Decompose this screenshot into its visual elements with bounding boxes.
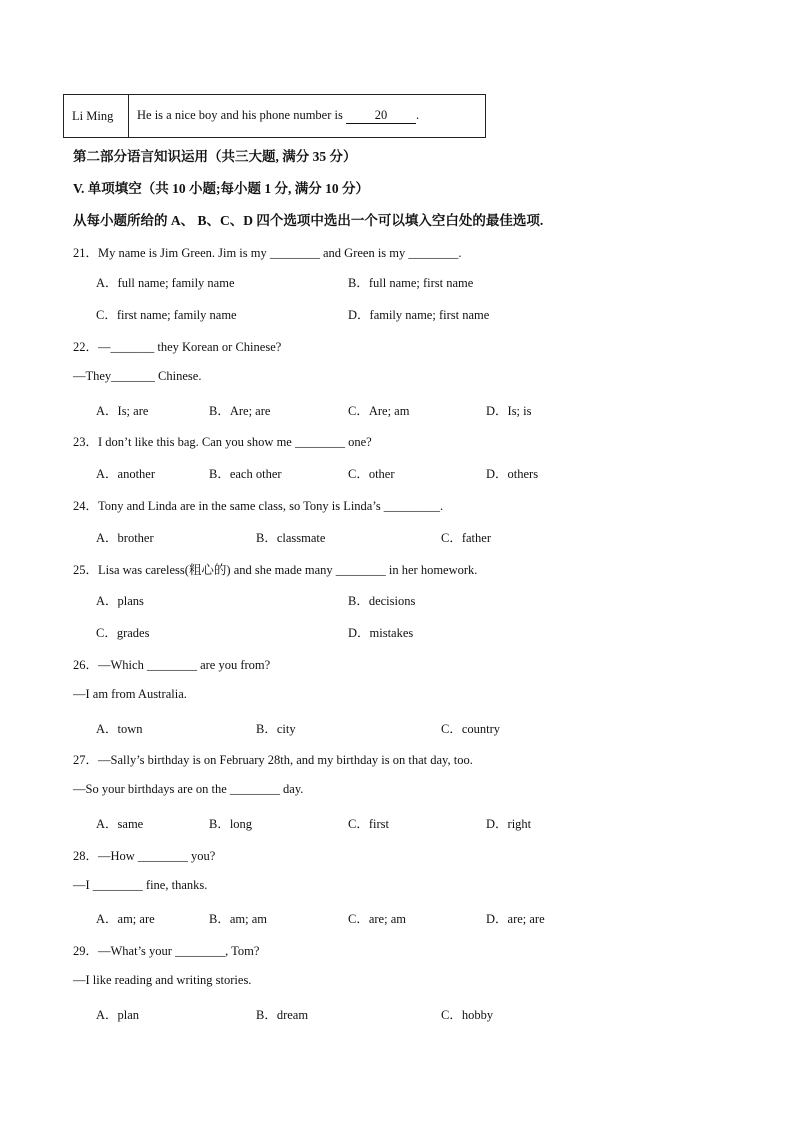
q27-option-a: A．same	[96, 817, 144, 831]
q25-option-b: B．decisions	[348, 594, 416, 608]
q23-option-b: B．each other	[209, 467, 282, 481]
q29-option-c: C．hobby	[441, 1008, 494, 1022]
q27-option-d: D．right	[486, 817, 532, 831]
q24-option-a: A．brother	[96, 531, 154, 545]
question-24: 24．Tony and Linda are in the same class, so Tony is Linda’s _________.	[73, 499, 444, 513]
section-title: 第二部分语言知识运用（共三大题, 满分 35 分）	[73, 149, 357, 164]
q27-option-c: C．first	[348, 817, 389, 831]
q22-option-c: C．Are; am	[348, 404, 410, 418]
question-26: 26．—Which ________ are you from?	[73, 658, 271, 672]
question-27: 27．—Sally’s birthday is on February 28th, and my birthday is on that day, too.	[73, 753, 473, 767]
q21-option-a: A．full name; family name	[96, 276, 235, 290]
q23-option-a: A．another	[96, 467, 156, 481]
table-row	[64, 95, 486, 138]
q27-option-b: B．long	[209, 817, 253, 831]
q28-option-d: D．are; are	[486, 912, 545, 926]
sentence-cell	[129, 95, 486, 138]
q21-option-b: B．full name; first name	[348, 276, 474, 290]
q29-option-a: A．plan	[96, 1008, 140, 1022]
q25-option-a: A．plans	[96, 594, 144, 608]
q23-option-d: D．others	[486, 467, 539, 481]
q28-option-a: A．am; are	[96, 912, 155, 926]
q21-option-c: C．first name; family name	[96, 308, 237, 322]
q23-option-c: C．other	[348, 467, 395, 481]
q25-option-c: C．grades	[96, 626, 150, 640]
q26-option-c: C．country	[441, 722, 501, 736]
question-22: 22．—_______ they Korean or Chinese?	[73, 340, 282, 354]
q24-option-c: C．father	[441, 531, 491, 545]
q22-option-b: B．Are; are	[209, 404, 271, 418]
q28-option-b: B．am; am	[209, 912, 267, 926]
student-name-cell: Li Ming	[64, 95, 129, 138]
q22-option-a: A．Is; are	[96, 404, 149, 418]
question-22-response: —They_______ Chinese.	[73, 369, 202, 383]
question-21: 21．My name is Jim Green. Jim is my ________ and Green is my ________.	[73, 246, 462, 260]
question-26-response: —I am from Australia.	[73, 687, 187, 701]
q29-option-b: B．dream	[256, 1008, 309, 1022]
q25-option-d: D．mistakes	[348, 626, 414, 640]
instruction: 从每小题所给的 A、 B、C、D 四个选项中选出一个可以填入空白处的最佳选项.	[73, 213, 544, 228]
q28-option-c: C．are; am	[348, 912, 406, 926]
q26-option-b: B．city	[256, 722, 296, 736]
question-25: 25．Lisa was careless(粗心的) and she made many ________ in her homework.	[73, 563, 478, 577]
question-28: 28．—How ________ you?	[73, 849, 216, 863]
q26-option-a: A．town	[96, 722, 143, 736]
answer-table	[63, 94, 486, 138]
question-28-response: —I ________ fine, thanks.	[73, 878, 208, 892]
answer-blank: 20	[346, 108, 416, 124]
question-27-response: —So your birthdays are on the ________ day.	[73, 782, 304, 796]
q22-option-d: D．Is; is	[486, 404, 532, 418]
q21-option-d: D．family name; first name	[348, 308, 490, 322]
sentence-text: He is a nice boy and his phone number is	[137, 108, 346, 122]
question-23: 23．I don’t like this bag. Can you show me ________ one?	[73, 435, 372, 449]
sentence-end: .	[415, 108, 420, 122]
question-29: 29．—What’s your ________, Tom?	[73, 944, 260, 958]
question-29-response: —I like reading and writing stories.	[73, 973, 252, 987]
q24-option-b: B．classmate	[256, 531, 326, 545]
part-title: V. 单项填空（共 10 小题;每小题 1 分, 满分 10 分）	[73, 181, 370, 196]
